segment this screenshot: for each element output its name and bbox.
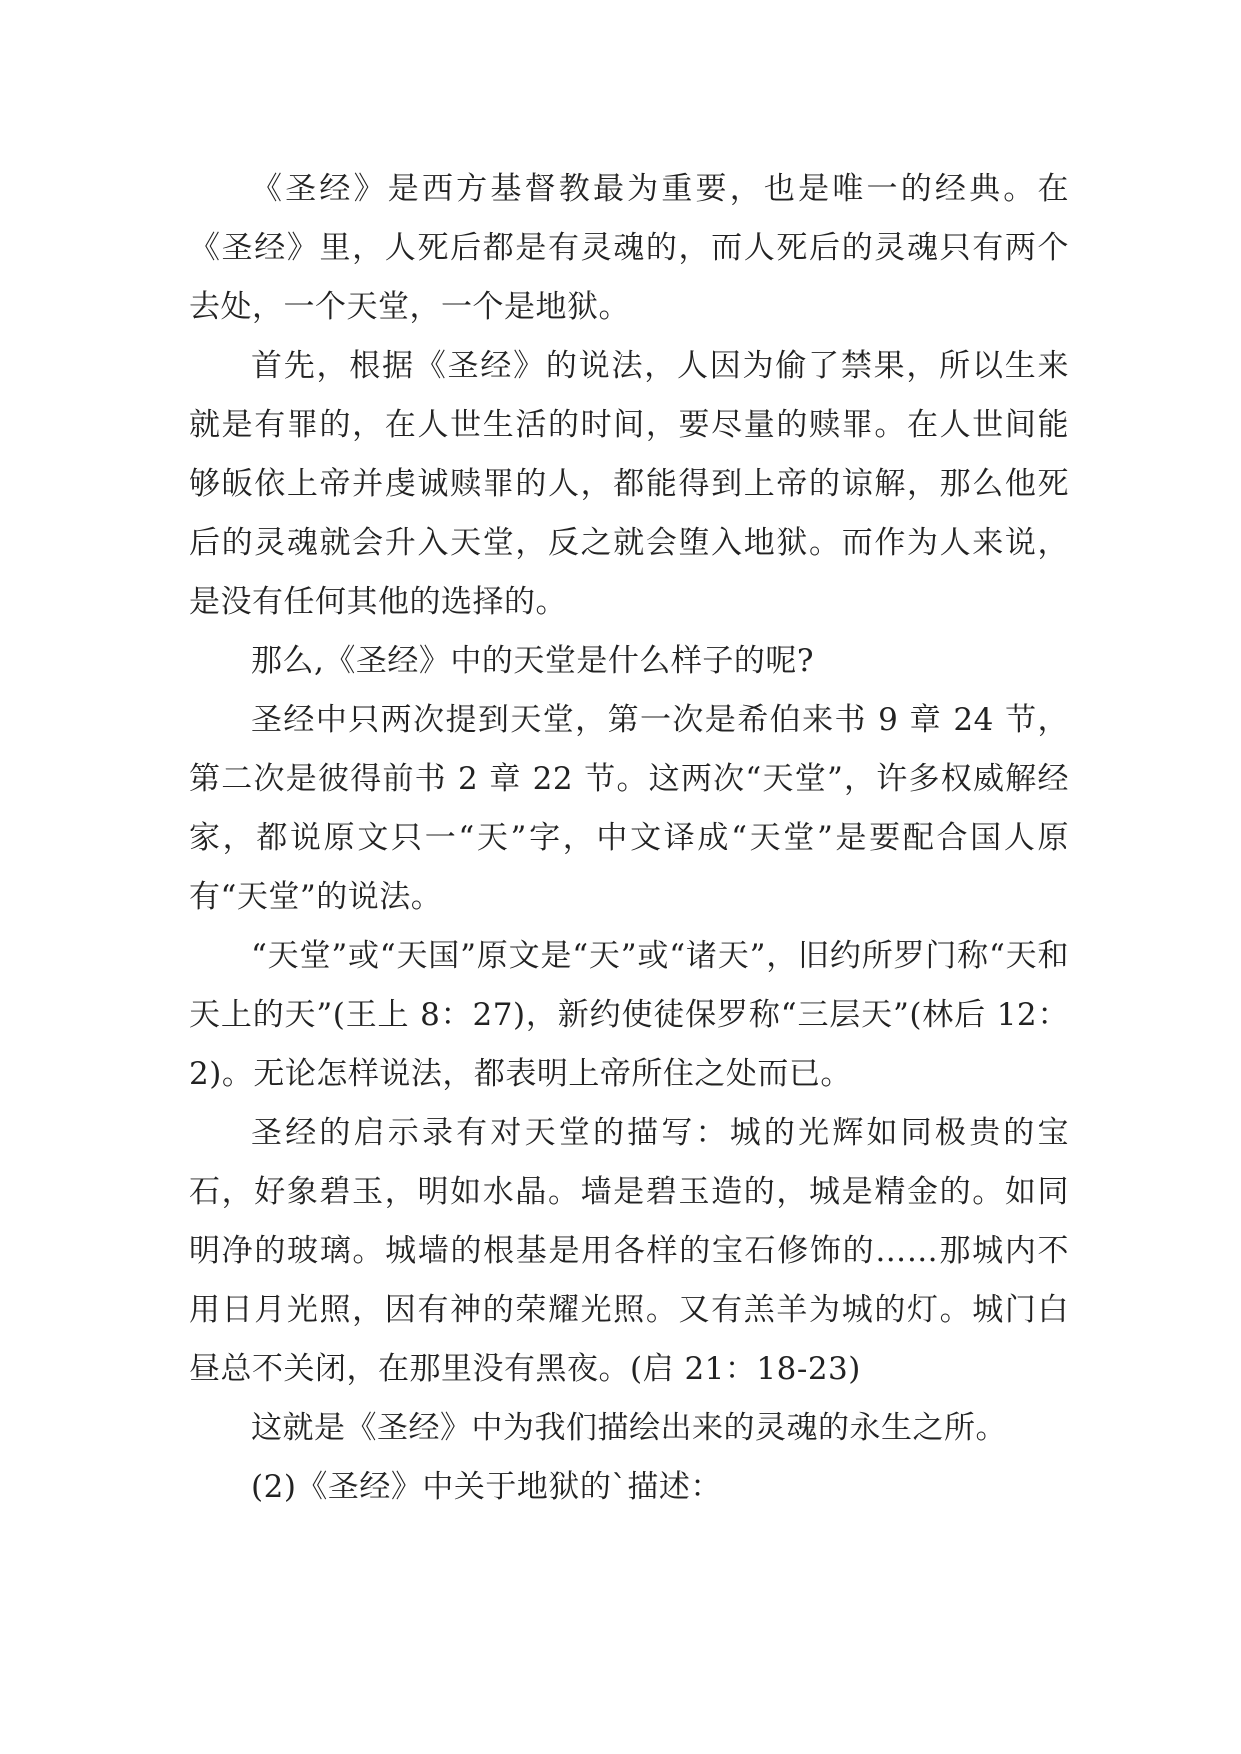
section-heading: (2)《圣经》中关于地狱的`描述： bbox=[251, 1469, 722, 1505]
paragraph: 圣经的启示录有对天堂的描写：城的光辉如同极贵的宝石，好象碧玉，明如水晶。墙是碧玉造的，城是精金的。如同明净的玻璃。城墙的根基是用各样的宝石修饰的……那城内不用日月光照，因有神的荣耀光照。又有羔羊为城的灯。城门白昼总不关闭，在那里没有黑夜。(启 21：18-23) bbox=[189, 1115, 1069, 1387]
paragraph: 这就是《圣经》中为我们描绘出来的灵魂的永生之所。 bbox=[251, 1410, 1007, 1446]
paragraph: 那么,《圣经》中的天堂是什么样子的呢? bbox=[251, 643, 814, 679]
paragraph: “天堂”或“天国”原文是“天”或“诸天”，旧约所罗门称“天和天上的天”(王上 8：27)，新约使徒保罗称“三层天”(林后 12：2)。无论怎样说法，都表明上帝所住之处而已。 bbox=[189, 938, 1069, 1092]
paragraph: 《圣经》是西方基督教最为重要，也是唯一的经典。在《圣经》里，人死后都是有灵魂的，而人死后的灵魂只有两个去处，一个天堂，一个是地狱。 bbox=[189, 171, 1069, 325]
paragraph: 圣经中只两次提到天堂，第一次是希伯来书 9 章 24 节，第二次是彼得前书 2 章 22 节。这两次“天堂”，许多权威解经家，都说原文只一“天”字，中文译成“天堂”是要配合国人原有“天堂”的说法。 bbox=[189, 702, 1069, 915]
document-body bbox=[189, 160, 1069, 1517]
paragraph: 首先，根据《圣经》的说法，人因为偷了禁果，所以生来就是有罪的，在人世生活的时间，要尽量的赎罪。在人世间能够皈依上帝并虔诚赎罪的人，都能得到上帝的谅解，那么他死后的灵魂就会升入天堂，反之就会堕入地狱。而作为人来说，是没有任何其他的选择的。 bbox=[189, 348, 1069, 620]
